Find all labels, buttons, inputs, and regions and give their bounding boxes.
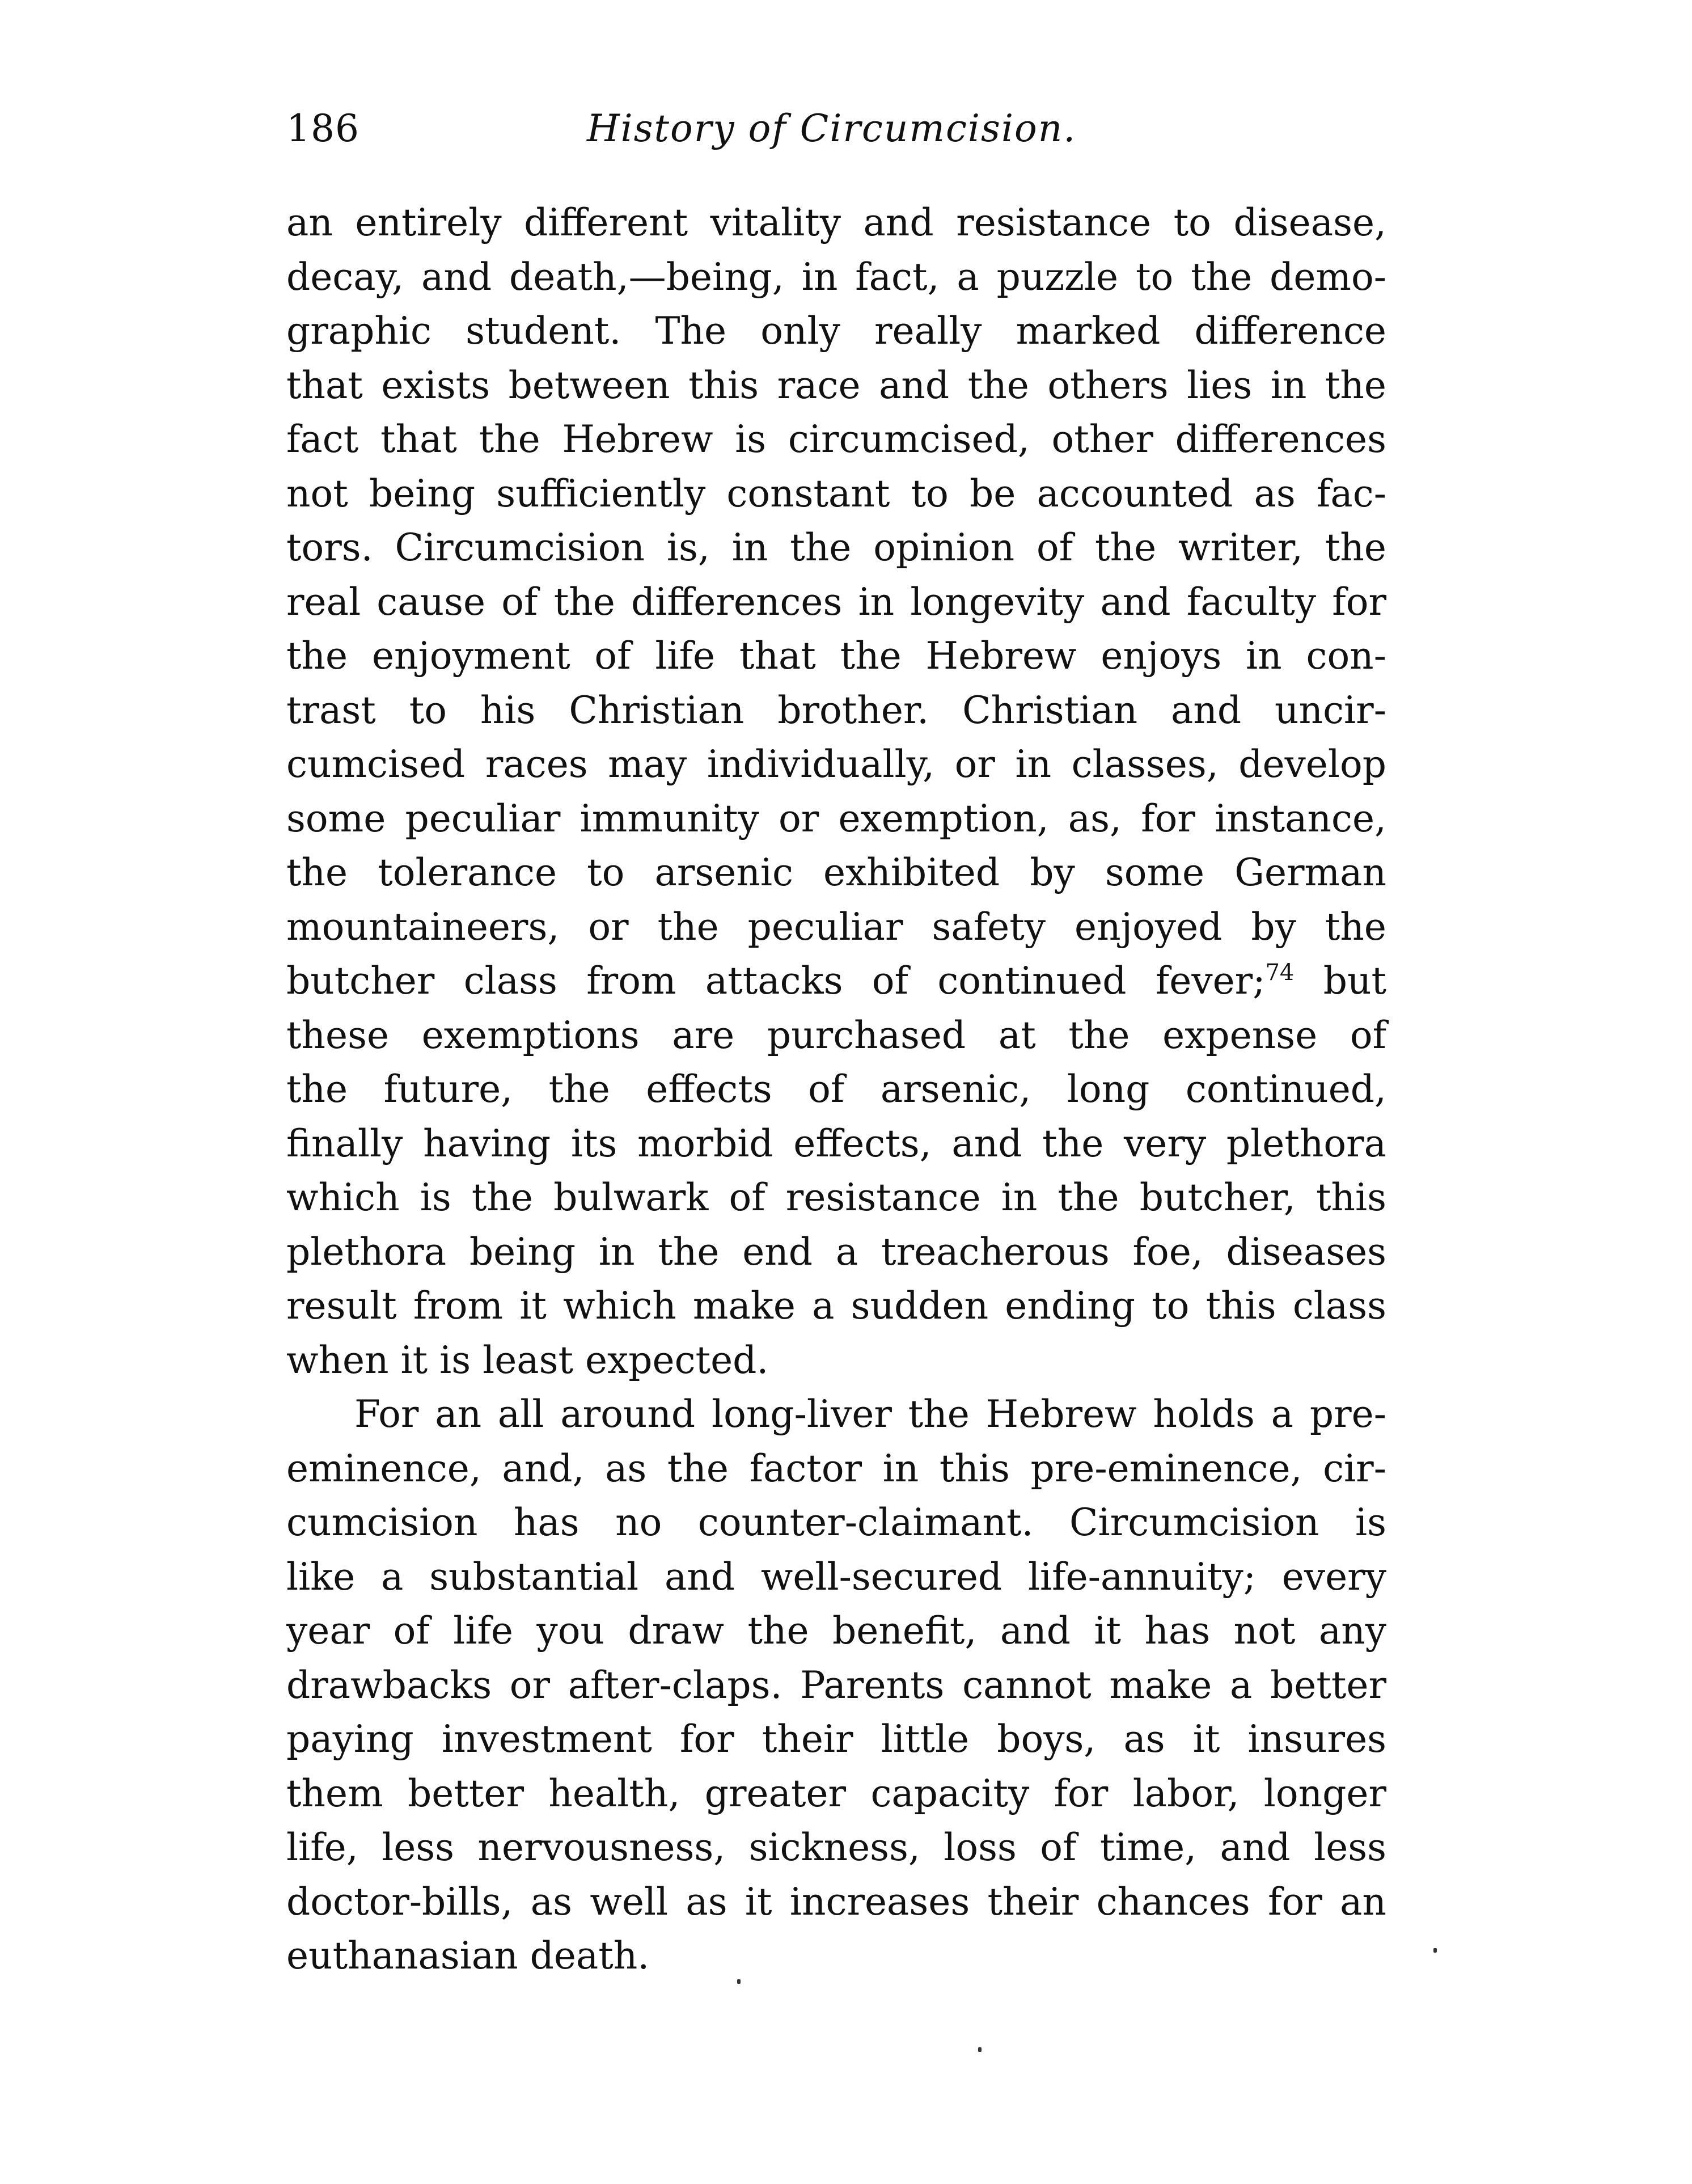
text-line-with-footnote [286,954,1386,1008]
text-line: like a substantial and well-secured life-annuity; every [286,1554,1386,1599]
text-line: them better health, greater capacity for labor, longer [286,1771,1386,1815]
text-line: mountaineers, or the peculiar safety enjoyed by the [286,905,1386,949]
text-line: euthanasian death. [286,1934,650,1978]
footnote-reference[interactable]: 74 [1265,960,1295,986]
text-line: when it is least expected. [286,1338,769,1382]
running-head [286,107,1401,169]
scan-speck [1433,1948,1437,1953]
page-number: 186 [286,107,359,150]
text-line: the tolerance to arsenic exhibited by some German [286,851,1386,894]
text-line: plethora being in the end a treacherous foe, diseases [286,1230,1386,1274]
text-line: life, less nervousness, sickness, loss of time, and less [286,1826,1386,1869]
paragraph-1 [286,196,1401,1387]
text-line: that exists between this race and the others lies in the [286,363,1386,407]
text-line: finally having its morbid effects, and the very plethora [286,1121,1386,1165]
text-line: doctor-bills, as well as it increases their chances for an [286,1879,1386,1924]
paragraph-2 [286,1387,1401,1983]
scan-speck [978,2047,982,2052]
text-line: tors. Circumcision is, in the opinion of the writer, the [286,526,1386,569]
text-line: graphic student. The only really marked difference [286,309,1386,353]
scan-speck [737,1979,741,1984]
text-line: not being sufficiently constant to be accounted as fac- [286,471,1386,516]
text-line: result from it which make a sudden ending to this class [286,1284,1386,1328]
text-line: decay, and death,—being, in fact, a puzzle to the demo- [286,255,1386,299]
text-line: year of life you draw the benefit, and it has not any [286,1609,1386,1653]
text-line: cumcision has no counter-claimant. Circumcision is [286,1501,1386,1544]
text-line: trast to his Christian brother. Christian and uncir- [286,688,1386,732]
text-segment: but [1294,959,1386,1003]
running-title: History of Circumcision. [587,107,1077,150]
text-segment: butcher class from attacks of continued fever; [286,959,1266,1003]
text-line: real cause of the differences in longevity and faculty for [286,580,1386,624]
text-line: fact that the Hebrew is circumcised, other differences [286,417,1386,461]
text-line: the future, the effects of arsenic, long continued, [286,1067,1386,1111]
text-line: For an all around long-liver the Hebrew holds a pre- [354,1392,1386,1436]
text-line: eminence, and, as the factor in this pre-eminence, cir- [286,1446,1386,1490]
text-line: some peculiar immunity or exemption, as, for instance, [286,796,1386,840]
body-text [286,196,1401,1983]
text-line: an entirely different vitality and resistance to disease, [286,201,1386,244]
text-line: cumcised races may individually, or in classes, develop [286,742,1386,786]
text-line: the enjoyment of life that the Hebrew enjoys in con- [286,634,1386,678]
text-line: paying investment for their little boys, as it insures [286,1717,1386,1761]
text-line: which is the bulwark of resistance in the butcher, this [286,1176,1386,1219]
text-line: these exemptions are purchased at the expense of [286,1013,1386,1057]
text-line: drawbacks or after-claps. Parents cannot make a better [286,1663,1386,1707]
